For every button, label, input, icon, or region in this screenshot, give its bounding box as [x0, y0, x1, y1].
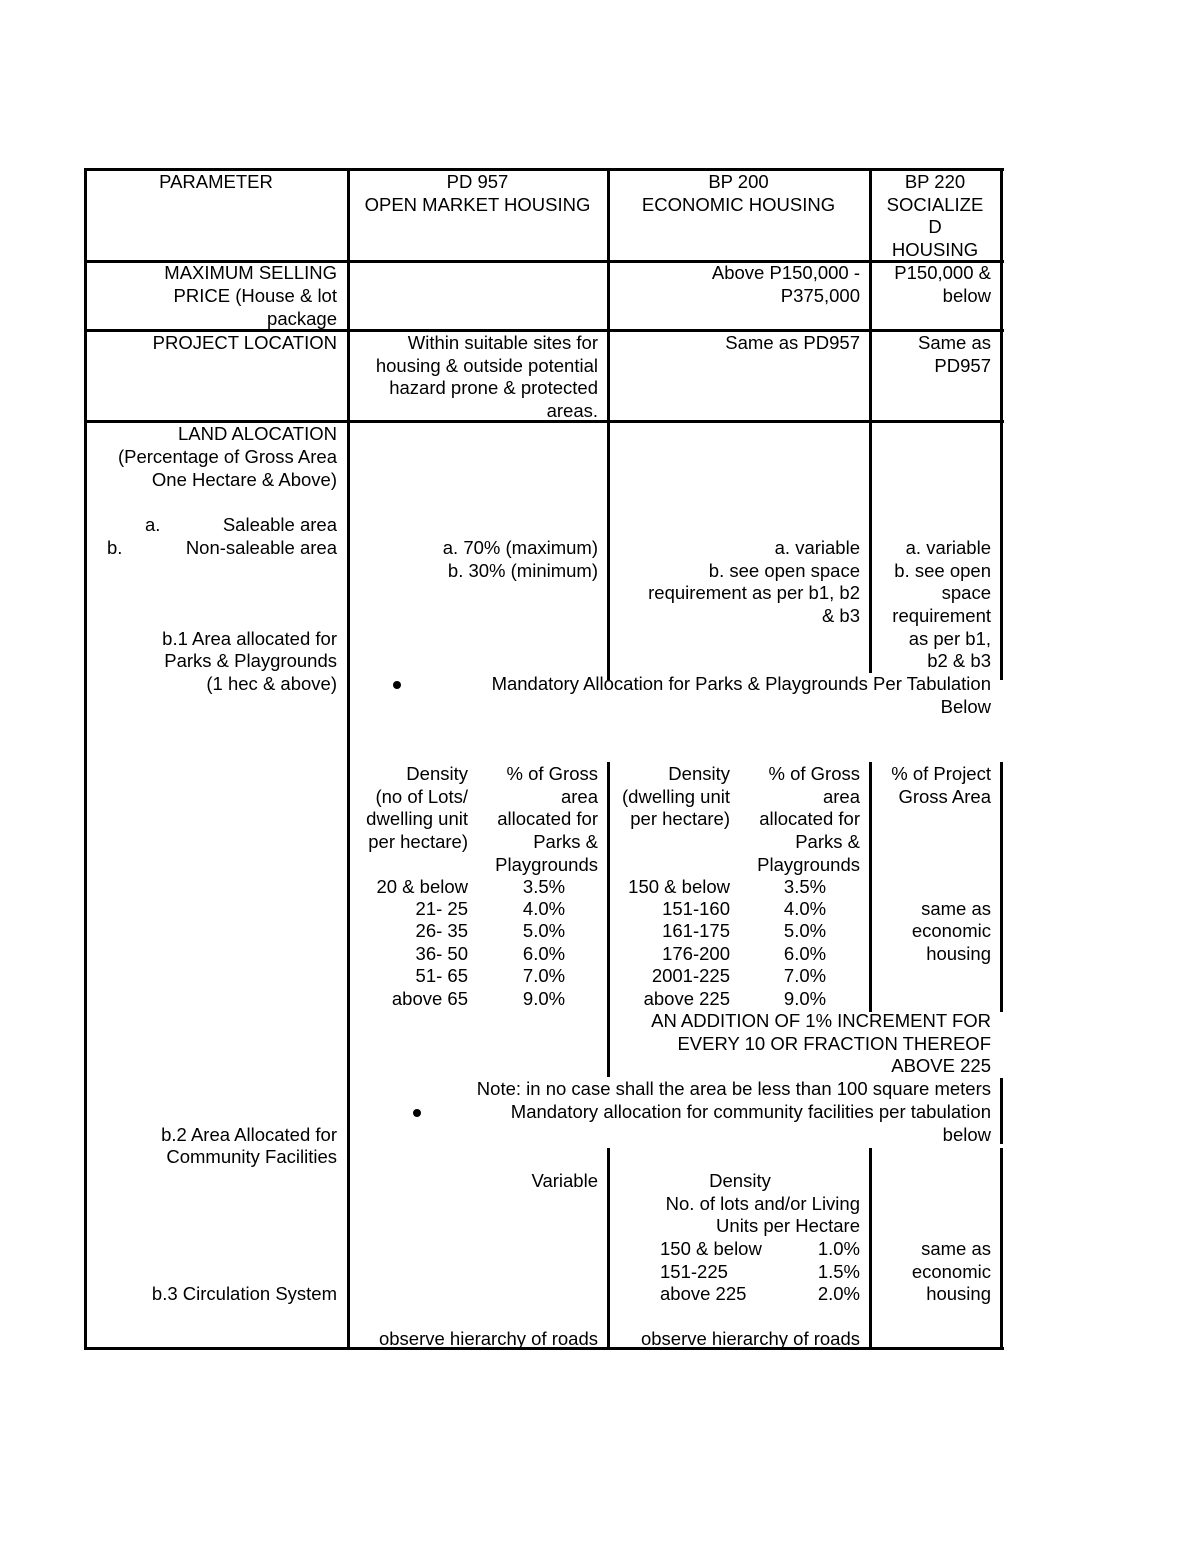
pd957-parks-pct: 4.0%: [522, 898, 566, 919]
land-allocation-bp200-line: & b3: [821, 605, 860, 626]
selling-price-bp200-line: Above P150,000 -: [711, 262, 860, 283]
community-bp220-note: housing: [926, 1283, 991, 1304]
community-bp200-header: Units per Hectare: [716, 1215, 860, 1236]
community-bp220-note: same as: [921, 1238, 991, 1259]
bp200-parks-pct: 9.0%: [783, 988, 827, 1009]
pd957-parks-density-header: per hectare): [368, 831, 468, 852]
bp200-parks-density-header: Density: [668, 763, 730, 784]
pd957-parks-pct: 7.0%: [522, 965, 566, 986]
bp200-parks-density-header: (dwelling unit: [622, 786, 730, 807]
selling-price-bp220-line: below: [942, 285, 991, 306]
pd957-parks-density: 21- 25: [415, 898, 468, 919]
circulation-pd957: observe hierarchy of roads: [378, 1328, 598, 1349]
header-parameter: PARAMETER: [159, 171, 273, 192]
community-bp200-header: Density: [709, 1170, 771, 1191]
land-allocation-bp220-line: b. see open: [894, 560, 991, 581]
land-allocation-label-line: LAND ALOCATION: [177, 423, 337, 444]
community-label-line: b.2 Area Allocated for: [161, 1124, 337, 1145]
selling-price-label-line: package: [267, 308, 337, 329]
bp200-parks-pct-header: area: [822, 786, 860, 807]
project-location-pd957-line: Within suitable sites for: [407, 332, 598, 353]
pd957-parks-pct-header: allocated for: [497, 808, 598, 829]
land-allocation-bp200-line: requirement as per b1, b2: [648, 582, 860, 603]
bp200-parks-density: above 225: [643, 988, 730, 1009]
pd957-parks-density-header: dwelling unit: [366, 808, 468, 829]
table-right-border-note: [1000, 1078, 1003, 1144]
community-pd957: Variable: [531, 1170, 598, 1191]
col-divider-parameter: [347, 168, 350, 1350]
project-location-pd957-line: hazard prone & protected: [389, 377, 598, 398]
parks-label-line: b.1 Area allocated for: [162, 628, 337, 649]
community-bp220-note: economic: [911, 1261, 991, 1282]
saleable-area-marker: a.: [145, 514, 161, 535]
circulation-bp200: observe hierarchy of roads: [640, 1328, 860, 1349]
parks-label-line: Parks & Playgrounds: [164, 650, 337, 671]
non-saleable-area-label: Non-saleable area: [185, 537, 337, 558]
project-location-bp220-line: Same as: [917, 332, 991, 353]
bp200-parks-density: 150 & below: [628, 876, 730, 897]
project-location-pd957-line: housing & outside potential: [375, 355, 598, 376]
bp220-parks-note: economic: [911, 920, 991, 941]
parks-addition-line: EVERY 10 OR FRACTION THEREOF: [677, 1033, 991, 1054]
land-allocation-label-line: (Percentage of Gross Area: [117, 446, 337, 467]
bp200-parks-density: 2001-225: [651, 965, 730, 986]
header-bp220-line: BP 220: [904, 171, 966, 192]
non-saleable-area-marker: b.: [107, 537, 123, 558]
bp220-parks-header: Gross Area: [898, 786, 991, 807]
pd957-parks-pct: 9.0%: [522, 988, 566, 1009]
land-allocation-pd957-line: b. 30% (minimum): [447, 560, 598, 581]
bp200-parks-density-header: per hectare): [630, 808, 730, 829]
pd957-parks-pct: 5.0%: [522, 920, 566, 941]
project-location-pd957-line: areas.: [546, 400, 598, 421]
community-bp200-pct: 1.5%: [817, 1261, 860, 1282]
selling-price-bp200-line: P375,000: [780, 285, 860, 306]
col-divider-pd957-parks: [607, 762, 610, 1077]
header-pd957-code: PD 957: [446, 171, 509, 192]
bp200-parks-pct: 6.0%: [783, 943, 827, 964]
col-divider-bp200-parks: [869, 762, 872, 1012]
community-bp200-pct: 2.0%: [817, 1283, 860, 1304]
bullet-icon: [413, 1109, 421, 1117]
parks-mandatory-line: Below: [940, 696, 991, 717]
header-bp220-line: D: [928, 216, 942, 237]
parks-mandatory-line: Mandatory Allocation for Parks & Playgrounds Per Tabulation: [491, 673, 991, 694]
header-bp200-name: ECONOMIC HOUSING: [641, 194, 836, 215]
project-location-label: PROJECT LOCATION: [152, 332, 337, 353]
pd957-parks-pct: 6.0%: [522, 943, 566, 964]
bp220-parks-note: housing: [926, 943, 991, 964]
land-allocation-label-line: One Hectare & Above): [151, 469, 337, 490]
land-allocation-bp200-line: b. see open space: [708, 560, 860, 581]
table-left-border: [84, 168, 87, 1350]
parks-label-line: (1 hec & above): [206, 673, 337, 694]
header-pd957-name: OPEN MARKET HOUSING: [364, 194, 591, 215]
bp200-parks-pct-header: Parks &: [795, 831, 860, 852]
parks-minimum-area-note: Note: in no case shall the area be less than 100 square meters: [476, 1078, 991, 1099]
pd957-parks-density: 36- 50: [415, 943, 468, 964]
land-allocation-bp220-line: requirement: [892, 605, 991, 626]
header-bp200-code: BP 200: [708, 171, 769, 192]
bp200-parks-pct-header: Playgrounds: [757, 854, 860, 875]
land-allocation-bp220-line: space: [941, 582, 991, 603]
community-mandatory-line: below: [942, 1124, 991, 1145]
pd957-parks-pct-header: % of Gross: [506, 763, 598, 784]
saleable-area-label: Saleable area: [222, 514, 337, 535]
selling-price-bp220-line: P150,000 &: [894, 262, 991, 283]
parks-addition-line: ABOVE 225: [891, 1055, 991, 1076]
bullet-icon: [393, 681, 401, 689]
bp200-parks-pct-header: % of Gross: [768, 763, 860, 784]
project-location-bp200: Same as PD957: [725, 332, 860, 353]
bp200-parks-density: 176-200: [662, 943, 730, 964]
land-allocation-bp220-line: b2 & b3: [927, 650, 991, 671]
bp200-parks-pct: 4.0%: [783, 898, 827, 919]
pd957-parks-pct-header: Parks &: [533, 831, 598, 852]
pd957-parks-density-header: Density: [406, 763, 468, 784]
header-bp220-line: SOCIALIZE: [886, 194, 984, 215]
community-bp200-density: 150 & below: [660, 1238, 762, 1259]
bp200-parks-pct: 5.0%: [783, 920, 827, 941]
table-right-border-parks: [1000, 762, 1003, 1012]
community-bp200-density: 151-225: [660, 1261, 728, 1282]
pd957-parks-density: 26- 35: [415, 920, 468, 941]
selling-price-label-line: MAXIMUM SELLING: [164, 262, 337, 283]
pd957-parks-pct: 3.5%: [522, 876, 566, 897]
pd957-parks-pct-header: area: [560, 786, 598, 807]
land-allocation-bp200-line: a. variable: [774, 537, 860, 558]
community-bp200-header: No. of lots and/or Living: [665, 1193, 860, 1214]
pd957-parks-density: 20 & below: [376, 876, 468, 897]
table-right-border-upper: [1000, 168, 1003, 680]
community-bp200-density: above 225: [660, 1283, 747, 1304]
pd957-parks-density-header: (no of Lots/: [375, 786, 468, 807]
selling-price-label-line: PRICE (House & lot: [173, 285, 337, 306]
project-location-bp220-line: PD957: [934, 355, 991, 376]
table-right-border-lower: [1000, 1148, 1003, 1350]
col-divider-pd957-upper: [607, 168, 610, 680]
land-allocation-bp220-line: as per b1,: [908, 628, 991, 649]
land-allocation-pd957-line: a. 70% (maximum): [442, 537, 598, 558]
land-allocation-bp220-line: a. variable: [905, 537, 991, 558]
bp200-parks-pct: 3.5%: [783, 876, 827, 897]
bp200-parks-density: 151-160: [662, 898, 730, 919]
bp200-parks-density: 161-175: [662, 920, 730, 941]
bp220-parks-note: same as: [921, 898, 991, 919]
pd957-parks-pct-header: Playgrounds: [495, 854, 598, 875]
parks-addition-line: AN ADDITION OF 1% INCREMENT FOR: [651, 1010, 991, 1031]
pd957-parks-density: 51- 65: [415, 965, 468, 986]
bp200-parks-pct: 7.0%: [783, 965, 827, 986]
community-label-line: Community Facilities: [166, 1146, 337, 1167]
bp220-parks-header: % of Project: [891, 763, 991, 784]
community-mandatory-line: Mandatory allocation for community facilities per tabulation: [510, 1101, 991, 1122]
community-bp200-pct: 1.0%: [817, 1238, 860, 1259]
pd957-parks-density: above 65: [391, 988, 468, 1009]
bp200-parks-pct-header: allocated for: [759, 808, 860, 829]
header-bp220-line: HOUSING: [891, 239, 979, 260]
circulation-label: b.3 Circulation System: [151, 1283, 337, 1304]
